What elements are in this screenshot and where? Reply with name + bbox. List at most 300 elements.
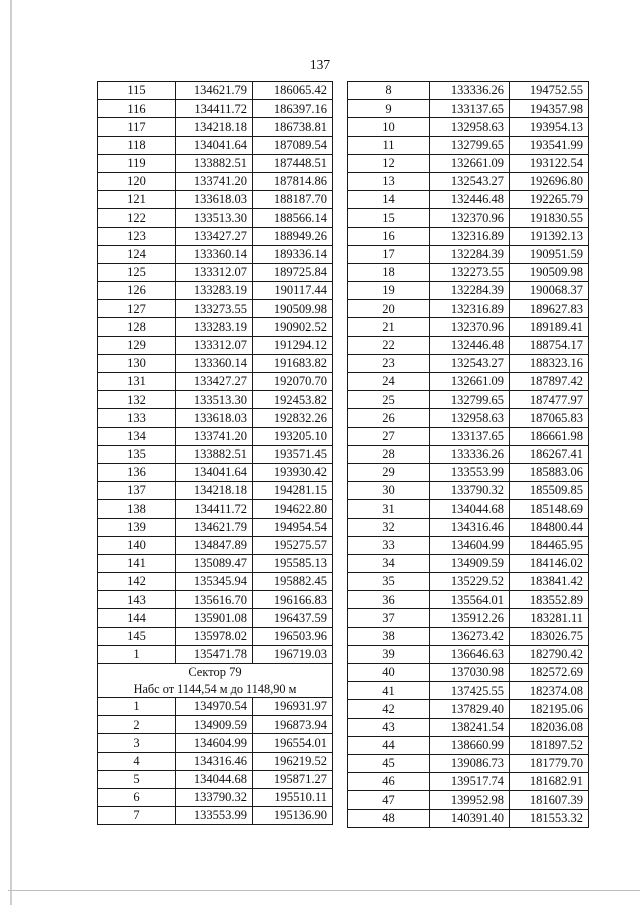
x-coordinate-cell: 137425.55: [430, 682, 510, 700]
table-row: [348, 318, 589, 336]
table-row: [98, 752, 333, 770]
table-row: [98, 734, 333, 752]
table-row: [348, 154, 589, 172]
scan-left-edge: [10, 0, 12, 905]
point-number-cell: 123: [98, 227, 176, 245]
x-coordinate-cell: 139086.73: [430, 754, 510, 772]
point-number-cell: 24: [348, 373, 430, 391]
x-coordinate-cell: 132370.96: [430, 318, 510, 336]
point-number-cell: 40: [348, 664, 430, 682]
y-coordinate-cell: 184800.44: [510, 518, 589, 536]
y-coordinate-cell: 188566.14: [253, 209, 333, 227]
y-coordinate-cell: 195510.11: [253, 788, 333, 806]
y-coordinate-cell: 185883.06: [510, 463, 589, 481]
point-number-cell: 15: [348, 209, 430, 227]
x-coordinate-cell: 133741.20: [176, 172, 253, 190]
y-coordinate-cell: 196503.96: [253, 627, 333, 645]
x-coordinate-cell: 132446.48: [430, 336, 510, 354]
table-row: [348, 518, 589, 536]
point-number-cell: 116: [98, 100, 176, 118]
y-coordinate-cell: 193954.13: [510, 118, 589, 136]
table-row: [348, 445, 589, 463]
x-coordinate-cell: 134218.18: [176, 118, 253, 136]
x-coordinate-cell: 133553.99: [176, 807, 253, 825]
table-row: [98, 645, 333, 663]
table-row: [98, 245, 333, 263]
y-coordinate-cell: 190117.44: [253, 282, 333, 300]
y-coordinate-cell: 187065.83: [510, 409, 589, 427]
table-row: [98, 263, 333, 281]
point-number-cell: 4: [98, 752, 176, 770]
y-coordinate-cell: 182790.42: [510, 645, 589, 663]
y-coordinate-cell: 196719.03: [253, 645, 333, 663]
y-coordinate-cell: 190068.37: [510, 282, 589, 300]
point-number-cell: 120: [98, 172, 176, 190]
x-coordinate-cell: 133618.03: [176, 191, 253, 209]
point-number-cell: 115: [98, 82, 176, 100]
point-number-cell: 141: [98, 554, 176, 572]
table-row: [348, 427, 589, 445]
x-coordinate-cell: 133618.03: [176, 409, 253, 427]
y-coordinate-cell: 189725.84: [253, 263, 333, 281]
y-coordinate-cell: 186738.81: [253, 118, 333, 136]
y-coordinate-cell: 194357.98: [510, 100, 589, 118]
x-coordinate-cell: 133553.99: [430, 463, 510, 481]
y-coordinate-cell: 192832.26: [253, 409, 333, 427]
x-coordinate-cell: 133312.07: [176, 336, 253, 354]
point-number-cell: 46: [348, 773, 430, 791]
table-row: [348, 754, 589, 772]
table-row: [348, 354, 589, 372]
y-coordinate-cell: 194281.15: [253, 482, 333, 500]
table-row: [98, 427, 333, 445]
point-number-cell: 121: [98, 191, 176, 209]
x-coordinate-cell: 134411.72: [176, 500, 253, 518]
point-number-cell: 3: [98, 734, 176, 752]
table-row: [98, 554, 333, 572]
y-coordinate-cell: 183552.89: [510, 591, 589, 609]
x-coordinate-cell: 132316.89: [430, 227, 510, 245]
table-row: [348, 100, 589, 118]
point-number-cell: 130: [98, 354, 176, 372]
point-number-cell: 119: [98, 154, 176, 172]
point-number-cell: 31: [348, 500, 430, 518]
x-coordinate-cell: 135978.02: [176, 627, 253, 645]
x-coordinate-cell: 132284.39: [430, 245, 510, 263]
table-row: [98, 500, 333, 518]
point-number-cell: 145: [98, 627, 176, 645]
table-row: [348, 700, 589, 718]
y-coordinate-cell: 196166.83: [253, 591, 333, 609]
point-number-cell: 17: [348, 245, 430, 263]
table-row: [98, 591, 333, 609]
table-row: [98, 136, 333, 154]
point-number-cell: 2: [98, 716, 176, 734]
table-row: [348, 482, 589, 500]
y-coordinate-cell: 186065.42: [253, 82, 333, 100]
point-number-cell: 5: [98, 770, 176, 788]
table-row: [98, 82, 333, 100]
x-coordinate-cell: 137829.40: [430, 700, 510, 718]
y-coordinate-cell: 189189.41: [510, 318, 589, 336]
point-number-cell: 126: [98, 282, 176, 300]
x-coordinate-cell: 134044.68: [430, 500, 510, 518]
y-coordinate-cell: 193541.99: [510, 136, 589, 154]
x-coordinate-cell: 133283.19: [176, 318, 253, 336]
table-row: [348, 591, 589, 609]
table-row: [98, 463, 333, 481]
x-coordinate-cell: 133790.32: [176, 788, 253, 806]
y-coordinate-cell: 181682.91: [510, 773, 589, 791]
table-row: [98, 336, 333, 354]
y-coordinate-cell: 187448.51: [253, 154, 333, 172]
point-number-cell: 23: [348, 354, 430, 372]
x-coordinate-cell: 136273.42: [430, 627, 510, 645]
point-number-cell: 28: [348, 445, 430, 463]
x-coordinate-cell: 135345.94: [176, 573, 253, 591]
x-coordinate-cell: 134909.59: [430, 554, 510, 572]
table-row: [348, 409, 589, 427]
x-coordinate-cell: 134604.99: [176, 734, 253, 752]
table-row: [98, 445, 333, 463]
point-number-cell: 136: [98, 463, 176, 481]
table-row: [98, 698, 333, 716]
y-coordinate-cell: 186661.98: [510, 427, 589, 445]
y-coordinate-cell: 196554.01: [253, 734, 333, 752]
x-coordinate-cell: 134970.54: [176, 698, 253, 716]
y-coordinate-cell: 192453.82: [253, 391, 333, 409]
point-number-cell: 125: [98, 263, 176, 281]
table-row: [98, 609, 333, 627]
y-coordinate-cell: 182374.08: [510, 682, 589, 700]
x-coordinate-cell: 133882.51: [176, 445, 253, 463]
table-row: [348, 609, 589, 627]
table-row: [98, 770, 333, 788]
x-coordinate-cell: 134218.18: [176, 482, 253, 500]
y-coordinate-cell: 185509.85: [510, 482, 589, 500]
point-number-cell: 7: [98, 807, 176, 825]
x-coordinate-cell: 133882.51: [176, 154, 253, 172]
point-number-cell: 8: [348, 82, 430, 100]
point-number-cell: 118: [98, 136, 176, 154]
coordinates-table-right: [347, 81, 589, 828]
y-coordinate-cell: 196437.59: [253, 609, 333, 627]
point-number-cell: 11: [348, 136, 430, 154]
x-coordinate-cell: 135616.70: [176, 591, 253, 609]
point-number-cell: 27: [348, 427, 430, 445]
y-coordinate-cell: 186397.16: [253, 100, 333, 118]
table-row: [348, 118, 589, 136]
table-row: [98, 318, 333, 336]
x-coordinate-cell: 133513.30: [176, 391, 253, 409]
table-row: [348, 791, 589, 809]
y-coordinate-cell: 188949.26: [253, 227, 333, 245]
y-coordinate-cell: 191830.55: [510, 209, 589, 227]
table-row: [348, 336, 589, 354]
y-coordinate-cell: 181779.70: [510, 754, 589, 772]
point-number-cell: 127: [98, 300, 176, 318]
y-coordinate-cell: 182572.69: [510, 664, 589, 682]
y-coordinate-cell: 182195.06: [510, 700, 589, 718]
table-row: [98, 573, 333, 591]
table-row: [348, 282, 589, 300]
x-coordinate-cell: 134316.46: [430, 518, 510, 536]
table-row: [348, 500, 589, 518]
y-coordinate-cell: 184146.02: [510, 554, 589, 572]
point-number-cell: 19: [348, 282, 430, 300]
point-number-cell: 131: [98, 373, 176, 391]
y-coordinate-cell: 181553.32: [510, 809, 589, 827]
x-coordinate-cell: 139517.74: [430, 773, 510, 791]
x-coordinate-cell: 135471.78: [176, 645, 253, 663]
point-number-cell: 124: [98, 245, 176, 263]
point-number-cell: 10: [348, 118, 430, 136]
x-coordinate-cell: 136646.63: [430, 645, 510, 663]
x-coordinate-cell: 133336.26: [430, 82, 510, 100]
x-coordinate-cell: 134621.79: [176, 82, 253, 100]
point-number-cell: 138: [98, 500, 176, 518]
sector-heading: Сектор 79: [98, 664, 333, 682]
sector-range-row: [98, 681, 333, 698]
y-coordinate-cell: 196873.94: [253, 716, 333, 734]
y-coordinate-cell: 183026.75: [510, 627, 589, 645]
point-number-cell: 41: [348, 682, 430, 700]
x-coordinate-cell: 133137.65: [430, 100, 510, 118]
y-coordinate-cell: 191683.82: [253, 354, 333, 372]
table-row: [348, 373, 589, 391]
x-coordinate-cell: 134411.72: [176, 100, 253, 118]
table-row: [98, 300, 333, 318]
x-coordinate-cell: 132273.55: [430, 263, 510, 281]
point-number-cell: 122: [98, 209, 176, 227]
x-coordinate-cell: 133360.14: [176, 354, 253, 372]
x-coordinate-cell: 134604.99: [430, 536, 510, 554]
point-number-cell: 16: [348, 227, 430, 245]
x-coordinate-cell: 132284.39: [430, 282, 510, 300]
table-row: [348, 172, 589, 190]
point-number-cell: 36: [348, 591, 430, 609]
table-row: [348, 809, 589, 827]
point-number-cell: 30: [348, 482, 430, 500]
x-coordinate-cell: 132316.89: [430, 300, 510, 318]
table-row: [98, 627, 333, 645]
table-row: [348, 736, 589, 754]
point-number-cell: 142: [98, 573, 176, 591]
table-row: [98, 373, 333, 391]
table-row: [98, 807, 333, 825]
point-number-cell: 143: [98, 591, 176, 609]
table-row: [348, 627, 589, 645]
table-row: [98, 172, 333, 190]
x-coordinate-cell: 133427.27: [176, 227, 253, 245]
y-coordinate-cell: 187814.86: [253, 172, 333, 190]
point-number-cell: 128: [98, 318, 176, 336]
y-coordinate-cell: 188187.70: [253, 191, 333, 209]
page-number: 137: [309, 57, 331, 72]
point-number-cell: 6: [98, 788, 176, 806]
point-number-cell: 140: [98, 536, 176, 554]
point-number-cell: 9: [348, 100, 430, 118]
x-coordinate-cell: 134041.64: [176, 136, 253, 154]
y-coordinate-cell: 195871.27: [253, 770, 333, 788]
point-number-cell: 43: [348, 718, 430, 736]
table-row: [348, 391, 589, 409]
y-coordinate-cell: 195136.90: [253, 807, 333, 825]
x-coordinate-cell: 139952.98: [430, 791, 510, 809]
y-coordinate-cell: 192265.79: [510, 191, 589, 209]
point-number-cell: 137: [98, 482, 176, 500]
point-number-cell: 29: [348, 463, 430, 481]
y-coordinate-cell: 193930.42: [253, 463, 333, 481]
y-coordinate-cell: 183841.42: [510, 573, 589, 591]
point-number-cell: 1: [98, 645, 176, 663]
y-coordinate-cell: 196931.97: [253, 698, 333, 716]
x-coordinate-cell: 132799.65: [430, 391, 510, 409]
table-row: [98, 118, 333, 136]
x-coordinate-cell: 134621.79: [176, 518, 253, 536]
point-number-cell: 25: [348, 391, 430, 409]
x-coordinate-cell: 133427.27: [176, 373, 253, 391]
table-row: [98, 100, 333, 118]
table-row: [348, 664, 589, 682]
y-coordinate-cell: 184465.95: [510, 536, 589, 554]
y-coordinate-cell: 192696.80: [510, 172, 589, 190]
point-number-cell: 45: [348, 754, 430, 772]
x-coordinate-cell: 133741.20: [176, 427, 253, 445]
point-number-cell: 34: [348, 554, 430, 572]
x-coordinate-cell: 132543.27: [430, 354, 510, 372]
point-number-cell: 35: [348, 573, 430, 591]
point-number-cell: 21: [348, 318, 430, 336]
x-coordinate-cell: 138660.99: [430, 736, 510, 754]
y-coordinate-cell: 190509.98: [510, 263, 589, 281]
x-coordinate-cell: 132958.63: [430, 409, 510, 427]
point-number-cell: 133: [98, 409, 176, 427]
table-row: [348, 209, 589, 227]
y-coordinate-cell: 187477.97: [510, 391, 589, 409]
x-coordinate-cell: 135901.08: [176, 609, 253, 627]
x-coordinate-cell: 132446.48: [430, 191, 510, 209]
table-row: [348, 773, 589, 791]
point-number-cell: 144: [98, 609, 176, 627]
x-coordinate-cell: 133513.30: [176, 209, 253, 227]
point-number-cell: 132: [98, 391, 176, 409]
point-number-cell: 13: [348, 172, 430, 190]
point-number-cell: 134: [98, 427, 176, 445]
point-number-cell: 1: [98, 698, 176, 716]
y-coordinate-cell: 194622.80: [253, 500, 333, 518]
point-number-cell: 47: [348, 791, 430, 809]
point-number-cell: 39: [348, 645, 430, 663]
y-coordinate-cell: 187089.54: [253, 136, 333, 154]
x-coordinate-cell: 134044.68: [176, 770, 253, 788]
y-coordinate-cell: 190509.98: [253, 300, 333, 318]
point-number-cell: 42: [348, 700, 430, 718]
x-coordinate-cell: 133790.32: [430, 482, 510, 500]
table-row: [348, 682, 589, 700]
coordinates-table-left: [97, 81, 333, 825]
table-row: [98, 536, 333, 554]
x-coordinate-cell: 133137.65: [430, 427, 510, 445]
x-coordinate-cell: 132370.96: [430, 209, 510, 227]
point-number-cell: 33: [348, 536, 430, 554]
x-coordinate-cell: 132799.65: [430, 136, 510, 154]
point-number-cell: 26: [348, 409, 430, 427]
table-row: [348, 227, 589, 245]
x-coordinate-cell: 132543.27: [430, 172, 510, 190]
point-number-cell: 117: [98, 118, 176, 136]
y-coordinate-cell: 195585.13: [253, 554, 333, 572]
point-number-cell: 129: [98, 336, 176, 354]
point-number-cell: 14: [348, 191, 430, 209]
x-coordinate-cell: 133360.14: [176, 245, 253, 263]
table-row: [98, 191, 333, 209]
x-coordinate-cell: 133273.55: [176, 300, 253, 318]
table-row: [98, 209, 333, 227]
y-coordinate-cell: 189336.14: [253, 245, 333, 263]
x-coordinate-cell: 133336.26: [430, 445, 510, 463]
table-row: [348, 536, 589, 554]
point-number-cell: 20: [348, 300, 430, 318]
table-row: [98, 391, 333, 409]
y-coordinate-cell: 195275.57: [253, 536, 333, 554]
point-number-cell: 139: [98, 518, 176, 536]
y-coordinate-cell: 182036.08: [510, 718, 589, 736]
table-row: [348, 645, 589, 663]
y-coordinate-cell: 193122.54: [510, 154, 589, 172]
y-coordinate-cell: 190951.59: [510, 245, 589, 263]
table-row: [98, 716, 333, 734]
y-coordinate-cell: 196219.52: [253, 752, 333, 770]
table-row: [348, 300, 589, 318]
x-coordinate-cell: 135912.26: [430, 609, 510, 627]
y-coordinate-cell: 188754.17: [510, 336, 589, 354]
point-number-cell: 44: [348, 736, 430, 754]
y-coordinate-cell: 193205.10: [253, 427, 333, 445]
table-row: [348, 463, 589, 481]
table-row: [348, 718, 589, 736]
y-coordinate-cell: 194954.54: [253, 518, 333, 536]
table-row: [98, 409, 333, 427]
y-coordinate-cell: 192070.70: [253, 373, 333, 391]
table-row: [98, 788, 333, 806]
x-coordinate-cell: 135089.47: [176, 554, 253, 572]
x-coordinate-cell: 134909.59: [176, 716, 253, 734]
y-coordinate-cell: 194752.55: [510, 82, 589, 100]
point-number-cell: 22: [348, 336, 430, 354]
table-row: [98, 482, 333, 500]
point-number-cell: 38: [348, 627, 430, 645]
x-coordinate-cell: 135564.01: [430, 591, 510, 609]
y-coordinate-cell: 191392.13: [510, 227, 589, 245]
x-coordinate-cell: 134847.89: [176, 536, 253, 554]
y-coordinate-cell: 190902.52: [253, 318, 333, 336]
table-row: [348, 573, 589, 591]
x-coordinate-cell: 140391.40: [430, 809, 510, 827]
table-row: [348, 136, 589, 154]
table-row: [98, 518, 333, 536]
y-coordinate-cell: 195882.45: [253, 573, 333, 591]
x-coordinate-cell: 133283.19: [176, 282, 253, 300]
table-row: [348, 191, 589, 209]
table-row: [98, 282, 333, 300]
x-coordinate-cell: 134041.64: [176, 463, 253, 481]
point-number-cell: 32: [348, 518, 430, 536]
x-coordinate-cell: 132661.09: [430, 373, 510, 391]
x-coordinate-cell: 132958.63: [430, 118, 510, 136]
scan-bottom-edge: [8, 890, 640, 891]
point-number-cell: 12: [348, 154, 430, 172]
